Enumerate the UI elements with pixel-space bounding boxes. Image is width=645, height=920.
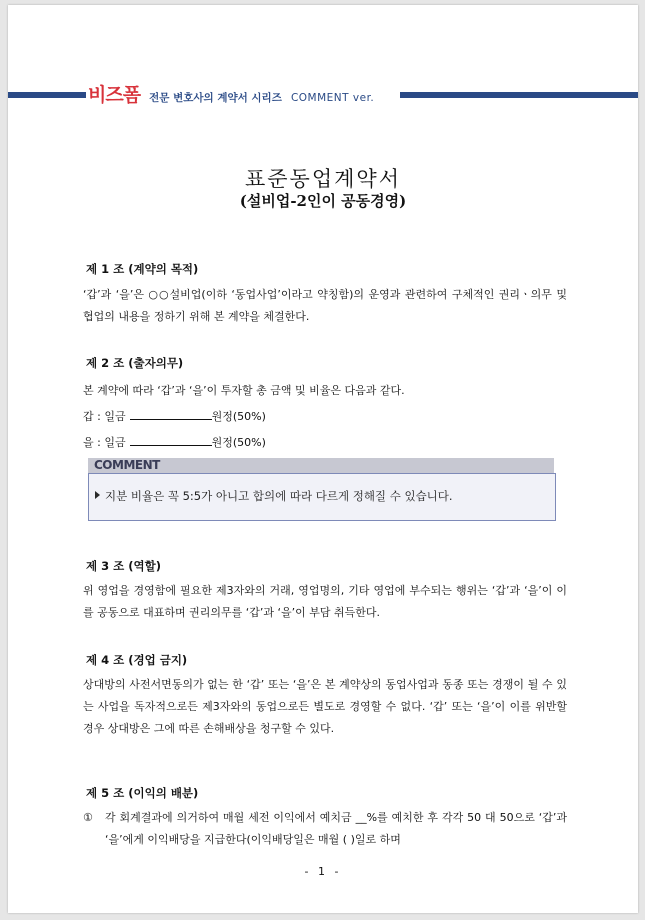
- comment-label: COMMENT: [94, 458, 160, 472]
- comment-text: 지분 비율은 꼭 5:5가 아니고 합의에 따라 다르게 정해질 수 있습니다.: [105, 489, 453, 503]
- document-title: 표준동업계약서: [244, 167, 401, 191]
- article-5-item-1: [83, 807, 567, 851]
- comment-box: [88, 473, 556, 521]
- investment-gap-prefix: 갑 : 일금: [83, 410, 126, 423]
- brand-text: [88, 80, 374, 107]
- amount-blank-eul: [130, 434, 212, 446]
- brand-logo: 비즈폼: [88, 84, 141, 106]
- document-page: [8, 5, 638, 913]
- header-rule-right: [400, 92, 638, 98]
- article-2-text: 본 계약에 따라 ‘갑’과 ‘을’이 투자할 총 금액 및 비율은 다음과 같다.: [83, 384, 405, 397]
- item-number: ①: [83, 811, 93, 824]
- investment-line-eul: [83, 434, 266, 450]
- investment-line-gap: [83, 408, 266, 424]
- brand-version: COMMENT ver.: [290, 92, 375, 104]
- article-5-text: 각 회계결과에 의거하여 매월 세전 이익에서 예치금 __%를 예치한 후 각각 50 대 50으로 ‘갑’과 ‘을’에게 이익배당을 지급한다(이익배당일은 매월 ( )일로 하며: [105, 811, 567, 846]
- article-4-heading: 제 4 조 (경업 금지): [86, 653, 188, 667]
- article-2-heading: 제 2 조 (출자의무): [86, 356, 184, 370]
- article-3-heading: 제 3 조 (역할): [86, 559, 161, 573]
- investment-eul-prefix: 을 : 일금: [83, 436, 126, 449]
- comment-tab: [88, 458, 554, 473]
- article-3-text: 위 영업을 경영함에 필요한 제3자와의 거래, 영업명의, 기타 영업에 부수되는 행위는 ‘갑’과 ‘을’이 이를 공동으로 대표하며 권리의무를 ‘갑’과 ‘을’이 부담 취득한다.: [83, 584, 567, 619]
- article-1-text: ‘갑’과 ‘을’은 ○○설비업(이하 ‘동업사업’이라고 약칭함)의 운영과 관련하여 구체적인 권리ㆍ의무 및 협업의 내용을 정하기 위해 본 계약을 체결한다.: [83, 288, 567, 323]
- header-rule-left: [8, 92, 86, 98]
- page-number: - 1 -: [304, 865, 342, 878]
- brand-header: [8, 84, 638, 106]
- article-1-heading: 제 1 조 (계약의 목적): [86, 262, 199, 276]
- amount-blank-gap: [130, 408, 212, 420]
- article-5-heading: 제 5 조 (이익의 배분): [86, 786, 199, 800]
- triangle-bullet-icon: [95, 491, 100, 499]
- investment-gap-suffix: 원정(50%): [211, 410, 266, 423]
- document-subtitle: (설비업-2인이 공동경영): [239, 192, 407, 210]
- investment-eul-suffix: 원정(50%): [211, 436, 266, 449]
- brand-series-title: 전문 변호사의 계약서 시리즈: [149, 92, 282, 104]
- article-4-text: 상대방의 사전서면동의가 없는 한 ‘갑’ 또는 ‘을’은 본 계약상의 동업사업과 동종 또는 경쟁이 될 수 있는 사업을 독자적으로든 제3자와의 동업으로든 별도로 경영할 수 없다. ‘갑’ 또는 ‘을’이 이를 위반할 경우 상대방은 그에 따른 손해배상을 청구할 수 있다.: [83, 678, 567, 735]
